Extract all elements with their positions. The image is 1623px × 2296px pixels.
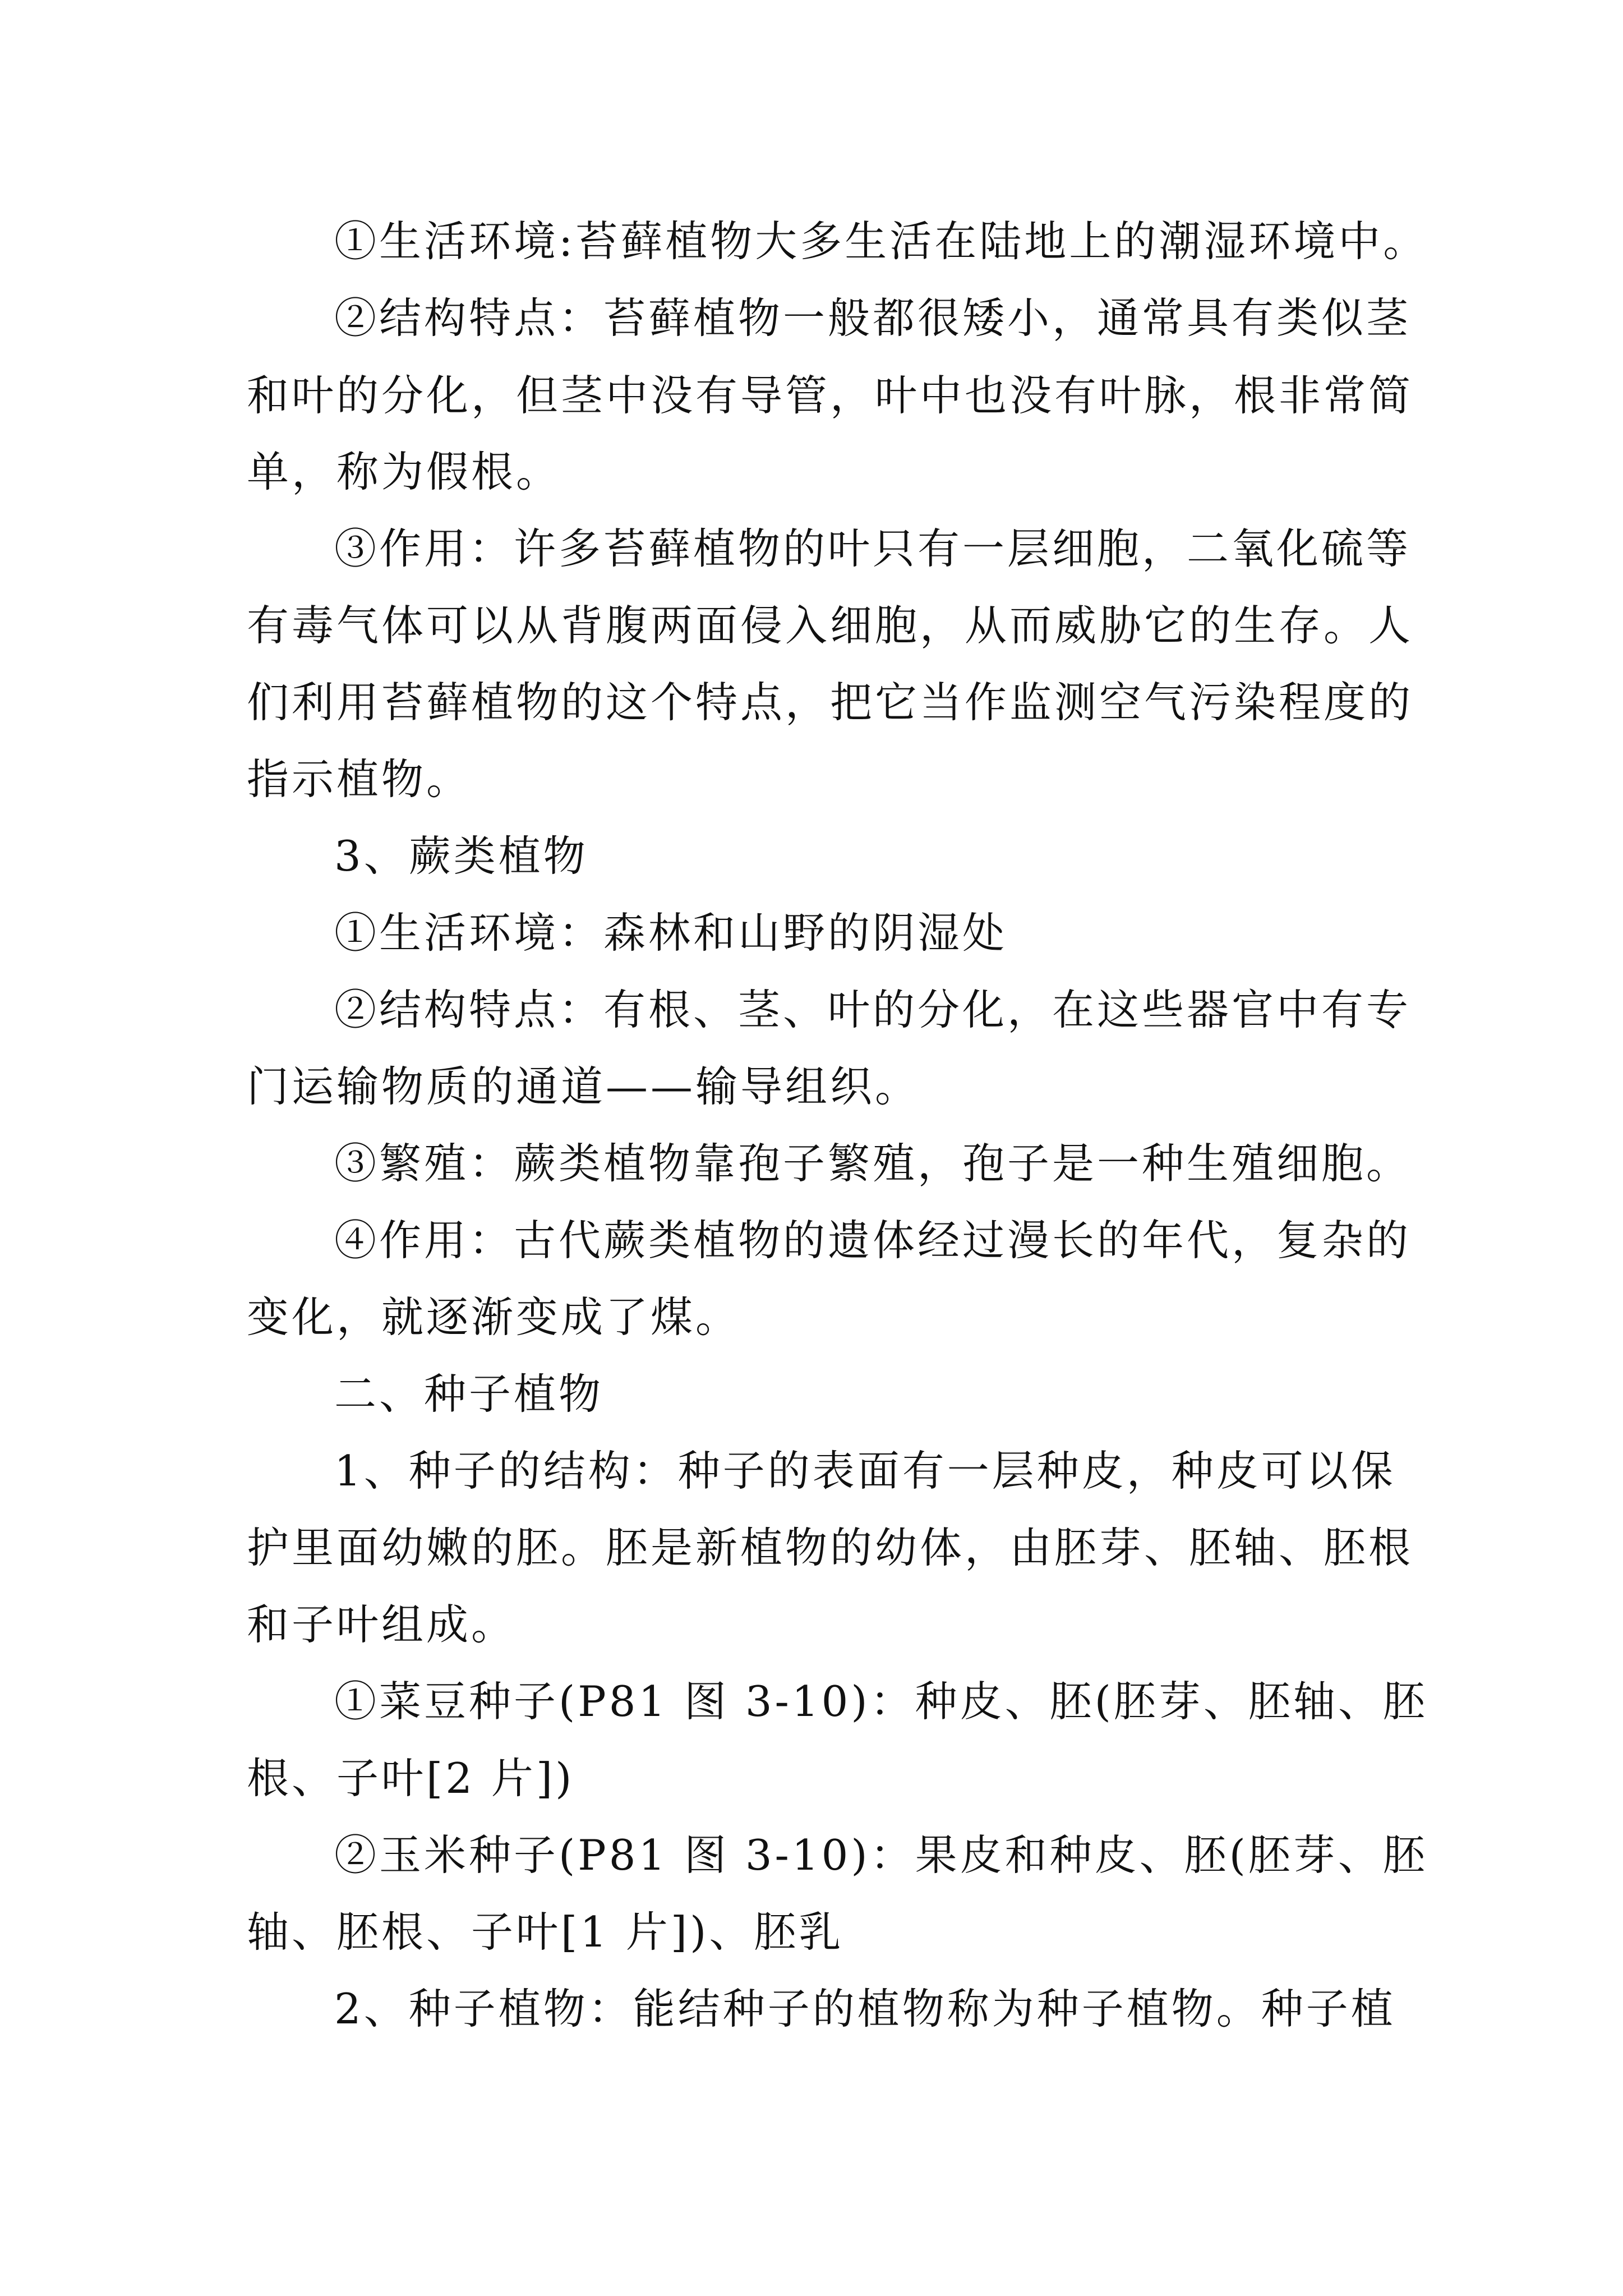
text-line: ①菜豆种子(P81 图 3-10)：种皮、胚(胚芽、胚轴、胚 bbox=[334, 1677, 1428, 1726]
text-line: 变化，就逐渐变成了煤。 bbox=[247, 1292, 741, 1342]
text-line: 和子叶组成。 bbox=[247, 1600, 517, 1649]
text-line: 门运输物质的通道——输导组织。 bbox=[247, 1062, 920, 1111]
text-line: 单，称为假根。 bbox=[247, 447, 561, 496]
text-line: ②玉米种子(P81 图 3-10)：果皮和种皮、胚(胚芽、胚 bbox=[334, 1830, 1428, 1880]
text-line: 指示植物。 bbox=[247, 754, 472, 804]
text-line: 根、子叶[2 片]) bbox=[247, 1754, 575, 1803]
text-line: ③作用：许多苔藓植物的叶只有一层细胞，二氧化硫等 bbox=[334, 524, 1412, 573]
text-line: ②结构特点：有根、茎、叶的分化，在这些器官中有专 bbox=[334, 985, 1412, 1034]
text-line: 1、种子的结构：种子的表面有一层种皮，种皮可以保 bbox=[334, 1446, 1396, 1496]
text-line: ①生活环境：森林和山野的阴湿处 bbox=[334, 908, 1008, 958]
text-line: 和叶的分化，但茎中没有导管，叶中也没有叶脉，根非常简 bbox=[247, 371, 1414, 420]
text-line: 们利用苔藓植物的这个特点，把它当作监测空气污染程度的 bbox=[247, 678, 1414, 727]
text-line: ④作用：古代蕨类植物的遗体经过漫长的年代，复杂的 bbox=[334, 1216, 1412, 1265]
text-line: ①生活环境:苔藓植物大多生活在陆地上的潮湿环境中。 bbox=[334, 217, 1428, 266]
section-heading: 3、蕨类植物 bbox=[334, 831, 588, 881]
text-line: ③繁殖：蕨类植物靠孢子繁殖，孢子是一种生殖细胞。 bbox=[334, 1139, 1412, 1188]
text-line: 有毒气体可以从背腹两面侵入细胞，从而威胁它的生存。人 bbox=[247, 601, 1414, 650]
section-heading: 二、种子植物 bbox=[334, 1369, 604, 1419]
text-line: 护里面幼嫩的胚。胚是新植物的幼体，由胚芽、胚轴、胚根 bbox=[247, 1523, 1414, 1572]
text-line: 2、种子植物：能结种子的植物称为种子植物。种子植 bbox=[334, 1984, 1396, 2033]
text-line: ②结构特点：苔藓植物一般都很矮小，通常具有类似茎 bbox=[334, 293, 1412, 343]
text-line: 轴、胚根、子叶[1 片])、胚乳 bbox=[247, 1907, 844, 1957]
